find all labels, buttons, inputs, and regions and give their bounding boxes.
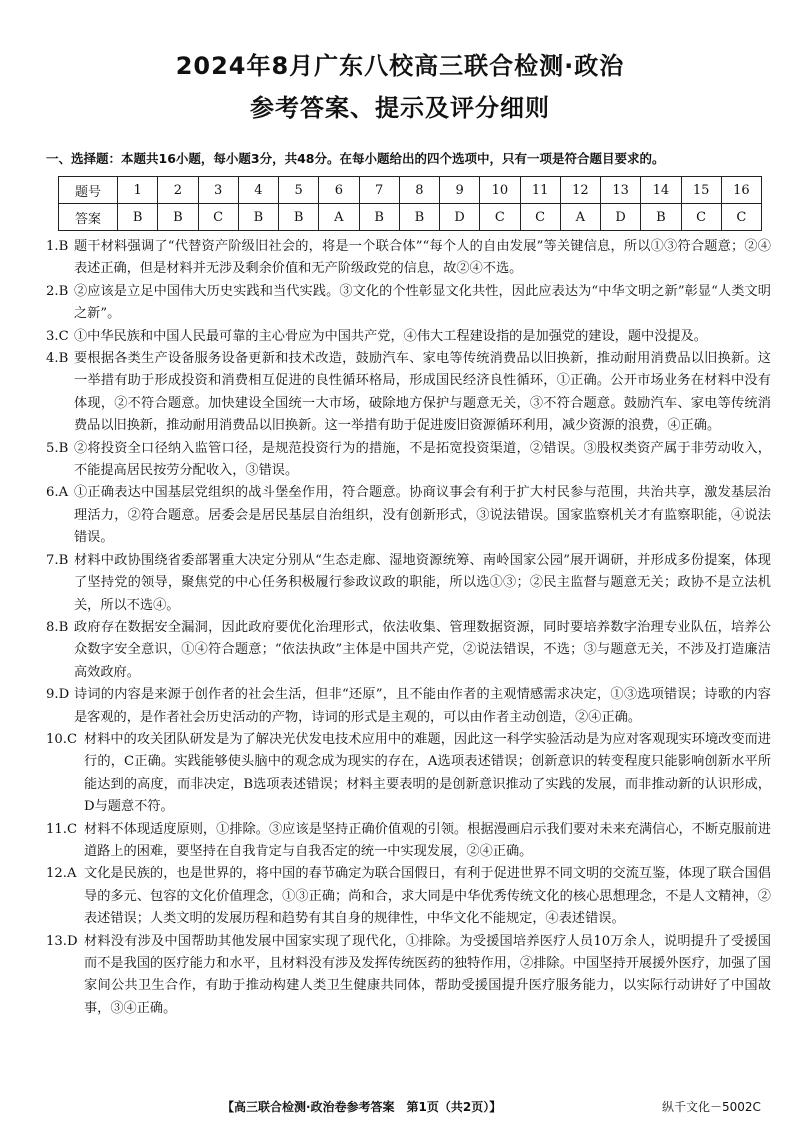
item-text: 材料不体现适度原则，①排除。③应该是坚持正确价值观的引领。根据漫画启示我们要对未来充满信心，不断克服前进道路上的困难，要坚持在自我肯定与自我否定的统一中实现发展，②④正确。 — [84, 821, 771, 859]
question-number: 5 — [279, 177, 319, 204]
question-number: 13 — [601, 177, 641, 204]
item-number: 7.B — [46, 552, 69, 568]
section-heading: 一、选择题：本题共16小题，每小题3分，共48分。在每小题给出的四个选项中，只有一项是符合题目要求的。 — [46, 151, 665, 166]
item-number: 13.D — [46, 933, 78, 949]
item-text: 材料中的攻关团队研发是为了解决光伏发电技术应用中的难题，因此这一科学实验活动是为应对客观现实环境改变而进行的，C正确。实践能够使头脑中的观念成为现实的存在，A选项表述错误；创新意识的转变程度只能影响创新水平所能达到的高度，而非决定，B选项表述错误；材料主要表明的是创新意识推动了实践的发展，而非推动新的认识形成，D与题意不符。 — [84, 731, 771, 815]
answer-cell: C — [198, 204, 238, 231]
question-number: 15 — [681, 177, 721, 204]
item-number: 5.B — [46, 440, 69, 456]
answer-cell: C — [480, 204, 520, 231]
item-text: 题干材料强调了“代替资产阶级旧社会的，将是一个联合体”“每个人的自由发展”等关键信息，所以①③符合题意；②④表述正确，但是材料并无涉及剩余价值和无产阶级政党的信息，故②④不选。 — [74, 239, 771, 277]
item-number: 4.B — [46, 351, 69, 367]
answer-cell: D — [601, 204, 641, 231]
answer-cell: B — [118, 204, 158, 231]
question-number-row — [59, 177, 762, 204]
answer-cell: A — [319, 204, 359, 231]
explanation-item — [46, 438, 771, 483]
item-number: 9.D — [46, 687, 70, 703]
explanation-item — [46, 684, 771, 729]
item-number: 10.C — [46, 731, 78, 747]
question-number: 8 — [399, 177, 439, 204]
answer-row — [59, 204, 762, 231]
row-label: 答案 — [59, 204, 118, 231]
row-label: 题号 — [59, 177, 118, 204]
item-text: ①正确表达中国基层党组织的战斗堡垒作用，符合题意。协商议事会有利于扩大村民参与范围，共治共享，激发基层治理活力，②符合题意。居委会是居民基层自治组织，没有创新形式，③说法错误。国家监察机关才有监察职能，④说法错误。 — [74, 485, 771, 546]
question-number: 1 — [118, 177, 158, 204]
answer-cell: D — [440, 204, 480, 231]
answer-table — [58, 176, 762, 231]
question-number: 10 — [480, 177, 520, 204]
answer-cell: B — [359, 204, 399, 231]
answer-cell: C — [681, 204, 721, 231]
answer-cell: B — [279, 204, 319, 231]
explanation-item — [46, 819, 771, 864]
question-number: 11 — [520, 177, 560, 204]
explanation-item — [46, 348, 771, 438]
question-number: 2 — [158, 177, 198, 204]
item-text: 材料中政协围绕省委部署重大决定分别从“生态走廊、湿地资源统筹、南岭国家公园”展开调研，并形成多份提案，体现了坚持党的领导，聚焦党的中心任务积极履行参政议政的职能，所以选①③；②民主监督与题意无关；政协不是立法机关，所以不选④。 — [74, 552, 771, 613]
explanation-item — [46, 482, 771, 549]
question-number: 3 — [198, 177, 238, 204]
question-number: 7 — [359, 177, 399, 204]
explanation-item — [46, 550, 771, 617]
answer-cell: B — [399, 204, 439, 231]
question-number: 4 — [238, 177, 278, 204]
explanation-list — [46, 236, 771, 1020]
explanation-item — [46, 729, 771, 819]
explanation-item — [46, 236, 771, 281]
footer-page-info: 【高三联合检测·政治卷参考答案 第1页（共2页）】 — [222, 1100, 502, 1114]
answer-cell: B — [641, 204, 681, 231]
question-number: 16 — [721, 177, 761, 204]
item-text: 要根据各类生产设备服务设备更新和技术改造，鼓励汽车、家电等传统消费品以旧换新，推动耐用消费品以旧换新。这一举措有助于形成投资和消费相互促进的良性循环格局，形成国民经济良性循环，①正确。公开市场业务在材料中没有体现，②不符合题意。加快建设全国统一大市场，破除地方保护与题意无关，③不符合题意。鼓励汽车、家电等传统消费品以旧换新，推动耐用消费品以旧换新。这一举措有助于促进废旧资源循环利用，减少资源的浪费，④正确。 — [74, 351, 771, 434]
item-text: ②将投资全口径纳入监管口径，是规范投资行为的措施，不是拓宽投资渠道，②错误。③股权类资产属于非劳动收入，不能提高居民按劳分配收入，③错误。 — [74, 440, 771, 479]
item-number: 2.B — [46, 283, 69, 299]
page-title: 2024年8月广东八校高三联合检测·政治 — [175, 52, 625, 80]
item-number: 1.B — [46, 239, 69, 254]
question-number: 12 — [560, 177, 600, 204]
item-text: ①中华民族和中国人民最可靠的主心骨应为中国共产党，④伟大工程建设指的是加强党的建设，题中没提及。 — [74, 328, 707, 344]
answer-cell: C — [721, 204, 761, 231]
answer-cell: B — [238, 204, 278, 231]
item-number: 3.C — [46, 328, 69, 344]
item-number: 6.A — [46, 485, 69, 501]
item-text: ②应该是立足中国伟大历史实践和当代实践。③文化的个性彰显文化共性，因此应表达为“中华文明之新”彰显“人类文明之新”。 — [74, 283, 771, 322]
answer-cell: A — [560, 204, 600, 231]
explanation-item — [46, 281, 771, 326]
explanation-item — [46, 617, 771, 684]
page-subtitle: 参考答案、提示及评分细则 — [250, 94, 550, 122]
question-number: 6 — [319, 177, 359, 204]
item-text: 政府存在数据安全漏洞，因此政府要优化治理形式，依法收集、管理数据资源，同时要培养数字治理专业队伍，培养公众数字安全意识，①④符合题意；“依法执政”主体是中国共产党，②说法错误，不选；③与题意无关，不涉及打造廉洁高效政府。 — [74, 619, 771, 680]
explanation-item — [46, 931, 771, 1021]
answer-cell: C — [520, 204, 560, 231]
item-number: 12.A — [46, 866, 77, 882]
explanation-item — [46, 863, 771, 930]
item-text: 文化是民族的，也是世界的，将中国的春节确定为联合国假日，有利于促进世界不同文明的交流互鉴，体现了联合国倡导的多元、包容的文化价值理念，①③正确；尚和合，求大同是中华优秀传统文化的核心思想理念，不是人文精神，②表述错误；人类文明的发展历程和趋势有其自身的规律性，中华文化不能规定，④表述错误。 — [84, 866, 771, 927]
explanation-item — [46, 326, 771, 348]
question-number: 9 — [440, 177, 480, 204]
question-number: 14 — [641, 177, 681, 204]
item-number: 11.C — [46, 821, 78, 837]
item-text: 诗词的内容是来源于创作者的社会生活，但非“还原”，且不能由作者的主观情感需求决定，①③选项错误；诗歌的内容是客观的，是作者社会历史活动的产物，诗词的形式是主观的，可以由作者主动创造，②④正确。 — [74, 687, 771, 725]
item-text: 材料没有涉及中国帮助其他发展中国家实现了现代化，①排除。为受援国培养医疗人员10万余人，说明提升了受援国而不是我国的医疗能力和水平，且材料没有涉及发挥传统医药的独特作用，②排除。中国坚持开展援外医疗，加强了国家间公共卫生合作，有助于推动构建人类卫生健康共同体，帮助受援国提升医疗服务能力，以实际行动讲好了中国故事，③④正确。 — [84, 933, 771, 1016]
footer-code: 纵千文化－5002C — [662, 1100, 761, 1114]
answer-cell: B — [158, 204, 198, 231]
item-number: 8.B — [46, 619, 69, 635]
